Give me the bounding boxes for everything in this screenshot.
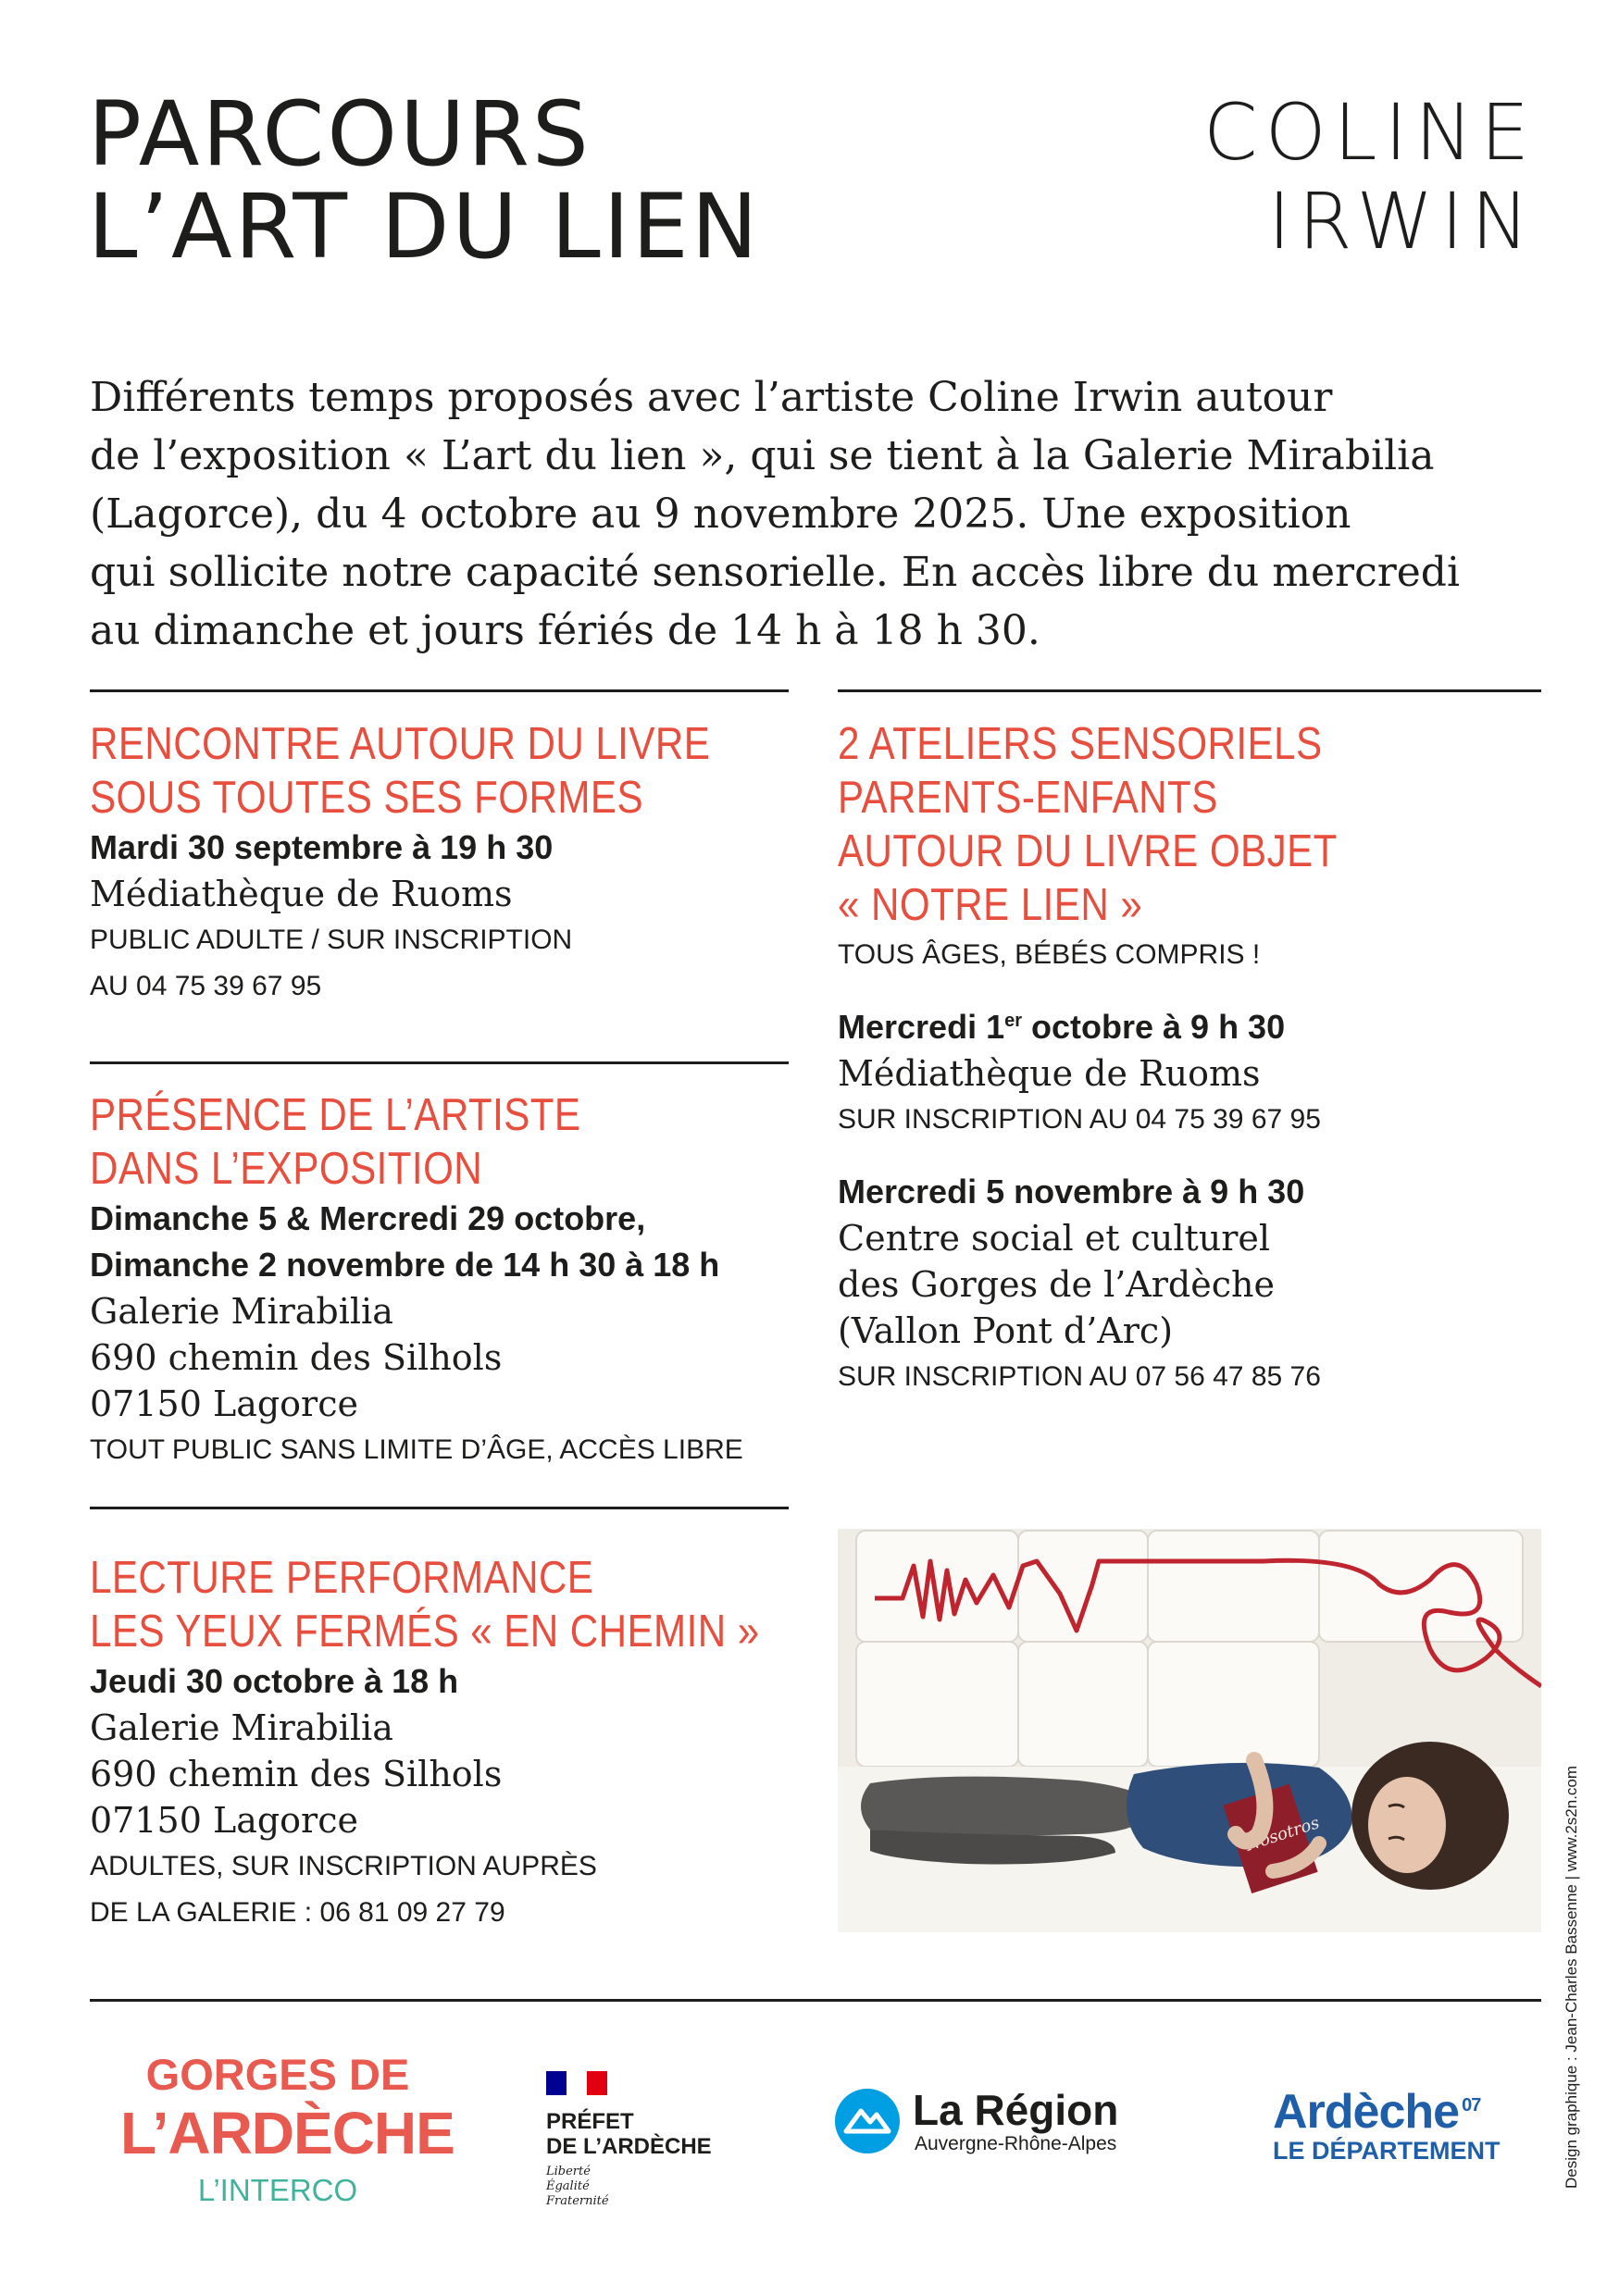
section-ateliers xyxy=(838,717,1541,1400)
intro-line: qui sollicite notre capacité sensorielle. En accès libre du mercredi xyxy=(90,549,1461,596)
design-credit: Design graphique : Jean-Charles Bassenne | www.2s2n.com xyxy=(1563,1765,1580,2189)
divider-left-low xyxy=(90,1507,789,1509)
logo-gorges-line-3: L’INTERCO xyxy=(197,2173,358,2207)
artist-line-1: COLINE xyxy=(1203,87,1538,178)
artist-name xyxy=(1203,88,1537,266)
logo-gorges-ardeche xyxy=(120,2050,455,2209)
poster-title xyxy=(88,82,761,279)
session-1-date xyxy=(838,1004,1541,1050)
region-sub: Auvergne-Rhône-Alpes xyxy=(915,2133,1117,2154)
section-title xyxy=(90,1551,760,1658)
intro-line: de l’exposition « L’art du lien », qui se tient à la Galerie Mirabilia xyxy=(90,432,1435,479)
session-1-note: SUR INSCRIPTION AU 04 75 39 67 95 xyxy=(838,1104,1321,1135)
logo-region xyxy=(833,2087,1118,2155)
session-2-note: SUR INSCRIPTION AU 07 56 47 85 76 xyxy=(838,1361,1321,1392)
divider-footer xyxy=(90,1999,1541,2002)
event-note: ADULTES, SUR INSCRIPTION AUPRÈS xyxy=(90,1851,597,1881)
divider-right-top xyxy=(838,689,1541,692)
photo-illustration xyxy=(838,1529,1541,1932)
intro-line: (Lagorce), du 4 octobre au 9 novembre 2025. Une exposition xyxy=(90,490,1351,538)
prefet-motto: Liberté xyxy=(546,2165,591,2178)
intro-line: Différents temps proposés avec l’artiste Coline Irwin autour xyxy=(90,374,1333,421)
ordinal-sup: er xyxy=(1004,1011,1022,1031)
prefet-motto: Fraternité xyxy=(546,2194,609,2208)
marianne-flag-icon xyxy=(546,2071,607,2095)
artist-photo xyxy=(838,1529,1541,1932)
section-title-line: SOUS TOUTES SES FORMES xyxy=(90,773,643,823)
event-address: 690 chemin des Silhols xyxy=(90,1754,503,1794)
audience-note: TOUS ÂGES, BÉBÉS COMPRIS ! xyxy=(838,939,1261,970)
event-city: 07150 Lagorce xyxy=(90,1800,358,1841)
session-2-place: Centre social et culturel xyxy=(838,1218,1271,1259)
section-title-line: RENCONTRE AUTOUR DU LIVRE xyxy=(90,719,711,769)
section-title-line: LECTURE PERFORMANCE xyxy=(90,1553,594,1603)
section-title xyxy=(838,717,1443,932)
section-title-line: PARENTS-ENFANTS xyxy=(838,773,1218,823)
section-lecture xyxy=(90,1551,789,1936)
section-title-line: DANS L’EXPOSITION xyxy=(90,1144,483,1194)
event-place: Galerie Mirabilia xyxy=(90,1707,393,1748)
date-text: octobre à 9 h 30 xyxy=(1022,1008,1286,1046)
section-presence xyxy=(90,1088,789,1473)
session-2-place: (Vallon Pont d’Arc) xyxy=(838,1310,1174,1351)
ardeche-sub: LE DÉPARTEMENT xyxy=(1273,2137,1501,2165)
spacer xyxy=(838,978,1541,1004)
logo-prefet xyxy=(546,2071,712,2209)
session-1-place: Médiathèque de Ruoms xyxy=(838,1053,1261,1094)
event-note: PUBLIC ADULTE / SUR INSCRIPTION xyxy=(90,925,573,955)
event-note: TOUT PUBLIC SANS LIMITE D’ÂGE, ACCÈS LIBRE xyxy=(90,1434,743,1465)
event-address: 690 chemin des Silhols xyxy=(90,1337,503,1378)
event-city: 07150 Lagorce xyxy=(90,1384,358,1424)
prefet-motto: Égalité xyxy=(546,2179,590,2193)
session-2-date: Mercredi 5 novembre à 9 h 30 xyxy=(838,1173,1305,1210)
logo-gorges-line-1: GORGES DE xyxy=(145,2050,410,2099)
logo-ardeche-departement xyxy=(1273,2087,1501,2165)
divider-left-top xyxy=(90,689,789,692)
section-title xyxy=(90,717,711,825)
title-line-1: PARCOURS xyxy=(88,82,592,186)
ardeche-name xyxy=(1273,2087,1501,2137)
section-rencontre xyxy=(90,717,789,1010)
event-place: Médiathèque de Ruoms xyxy=(90,874,513,914)
section-title xyxy=(90,1088,691,1196)
section-title-line: AUTOUR DU LIVRE OBJET xyxy=(838,826,1338,876)
section-title-line: PRÉSENCE DE L’ARTISTE xyxy=(90,1090,581,1140)
divider-left-mid xyxy=(90,1061,789,1064)
event-date: Jeudi 30 octobre à 18 h xyxy=(90,1662,459,1700)
ardeche-number: 07 xyxy=(1462,2094,1481,2116)
ardeche-word: Ardèche xyxy=(1273,2085,1460,2139)
section-title-line: LES YEUX FERMÉS « EN CHEMIN » xyxy=(90,1607,760,1657)
event-place: Galerie Mirabilia xyxy=(90,1291,393,1332)
date-text: Mercredi 1 xyxy=(838,1008,1005,1046)
region-mountain-icon xyxy=(833,2087,902,2155)
session-2-place: des Gorges de l’Ardèche xyxy=(838,1264,1275,1305)
event-note: AU 04 75 39 67 95 xyxy=(90,971,322,1001)
intro-line: au dimanche et jours fériés de 14 h à 18 h 30. xyxy=(90,607,1040,654)
event-date: Dimanche 2 novembre de 14 h 30 à 18 h xyxy=(90,1246,720,1284)
section-title-line: « NOTRE LIEN » xyxy=(838,880,1143,930)
book-title: Nosotros xyxy=(1242,1813,1322,1855)
section-title-line: 2 ATELIERS SENSORIELS xyxy=(838,719,1323,769)
region-name: La Région xyxy=(913,2086,1119,2134)
spacer xyxy=(838,1143,1541,1169)
title-line-2: L’ART DU LIEN xyxy=(88,175,761,279)
logo-gorges-line-2: L’ARDÈCHE xyxy=(120,2100,455,2166)
prefet-line-2: DE L’ARDÈCHE xyxy=(546,2134,712,2159)
artist-line-2: IRWIN xyxy=(1267,176,1537,267)
event-date: Dimanche 5 & Mercredi 29 octobre, xyxy=(90,1199,646,1237)
event-date: Mardi 30 septembre à 19 h 30 xyxy=(90,828,554,866)
intro-paragraph xyxy=(90,368,1552,660)
prefet-line-1: PRÉFET xyxy=(546,2109,634,2134)
event-note: DE LA GALERIE : 06 81 09 27 79 xyxy=(90,1897,505,1928)
